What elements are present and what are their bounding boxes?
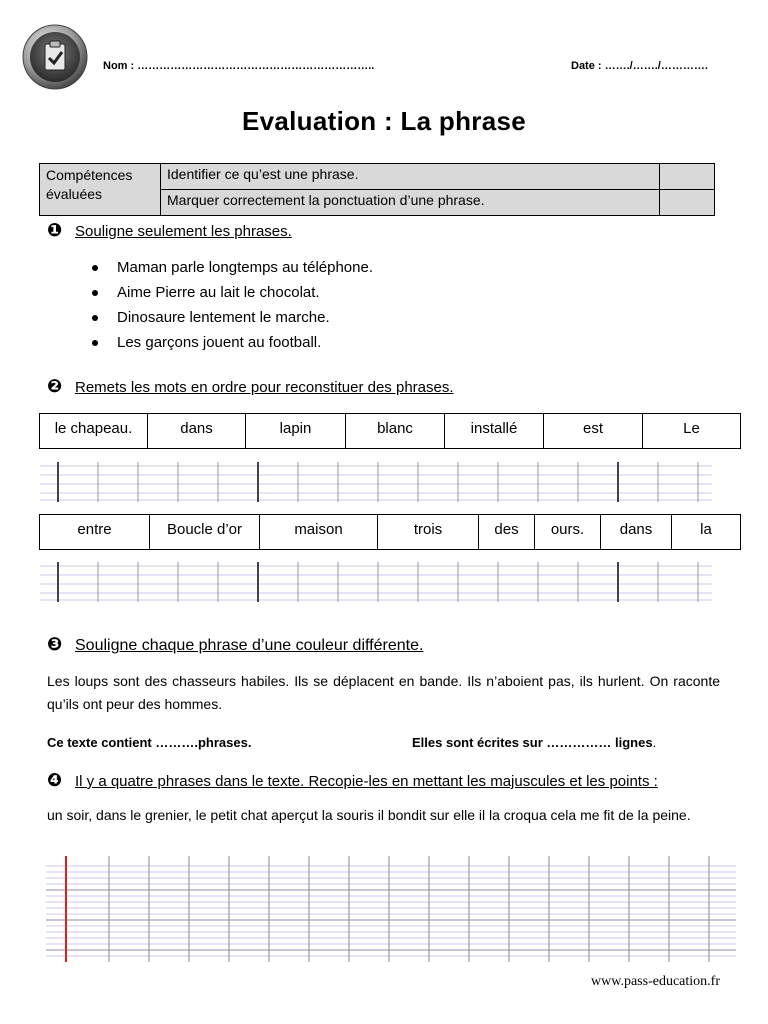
exercise4-instruction: Il y a quatre phrases dans le texte. Recopie-les en mettant les majuscules et les points :: [75, 773, 658, 790]
word-card[interactable]: installé: [445, 414, 544, 448]
exercise3-question1: Ce texte contient ……….phrases.: [47, 735, 252, 750]
exercise1-instruction: Souligne seulement les phrases.: [75, 223, 292, 240]
clipboard-logo-icon: [22, 24, 88, 90]
exercise3-number: ❸: [47, 634, 63, 654]
word-card[interactable]: ours.: [535, 515, 601, 549]
list-item: Aime Pierre au lait le chocolat.: [92, 282, 373, 307]
exercise3-instruction: Souligne chaque phrase d’une couleur différente.: [75, 637, 424, 654]
word-card[interactable]: est: [544, 414, 643, 448]
exercise3-heading: [47, 634, 423, 655]
exercise2-number: ❷: [47, 376, 63, 396]
competences-label: Compétences évaluées: [40, 164, 161, 216]
word-row-2: [39, 514, 741, 550]
name-field-label: Nom : ………………………………………………………..: [103, 60, 375, 72]
word-card[interactable]: Boucle d’or: [150, 515, 260, 549]
list-item: Dinosaure lentement le marche.: [92, 307, 373, 332]
word-card[interactable]: blanc: [346, 414, 445, 448]
evaluation-box: [660, 164, 715, 190]
word-card[interactable]: la: [700, 521, 712, 538]
exercise4-number: ❹: [47, 770, 63, 790]
word-card[interactable]: lapin: [246, 414, 346, 448]
word-card[interactable]: le chapeau.: [40, 414, 148, 448]
exercise4-heading: [47, 770, 658, 791]
word-card[interactable]: trois: [378, 515, 479, 549]
copy-writing-grid[interactable]: [46, 856, 736, 964]
competence-item: Marquer correctement la ponctuation d’une phrase.: [161, 190, 660, 216]
date-field-label: Date : ……./……./………….: [571, 60, 708, 72]
word-card[interactable]: dans: [148, 414, 246, 448]
exercise1-number: ❶: [47, 220, 63, 240]
exercise3-question2-text: Elles sont écrites sur …………… lignes: [412, 735, 653, 750]
exercise3-question2: [412, 735, 656, 750]
exercise3-text: Les loups sont des chasseurs habiles. Ils se déplacent en bande. Ils n’aboient pas, ils hurlent. On raconte qu’ils ont peur des hommes.: [47, 673, 720, 712]
writing-lines-1[interactable]: [40, 460, 712, 504]
exercise2-heading: [47, 376, 454, 397]
competences-table: [39, 163, 715, 216]
list-item: Les garçons jouent au football.: [92, 332, 373, 357]
exercise2-instruction: Remets les mots en ordre pour reconstituer des phrases.: [75, 379, 454, 396]
word-card[interactable]: Le: [683, 420, 700, 437]
word-row-1: [39, 413, 741, 449]
competence-item: Identifier ce qu’est une phrase.: [161, 164, 660, 190]
exercise3-question2-end: .: [652, 735, 657, 750]
list-item: Maman parle longtemps au téléphone.: [92, 257, 373, 282]
evaluation-box: [660, 190, 715, 216]
exercise1-heading: [47, 220, 292, 241]
word-card[interactable]: des: [479, 515, 535, 549]
exercise4-text: un soir, dans le grenier, le petit chat aperçut la souris il bondit sur elle il la croqua cela me fit de la peine.: [47, 807, 691, 823]
exercise1-list: [92, 257, 373, 357]
word-card[interactable]: dans: [601, 515, 672, 549]
word-card[interactable]: entre: [40, 515, 150, 549]
writing-lines-2[interactable]: [40, 560, 712, 604]
word-card[interactable]: maison: [260, 515, 378, 549]
page-title: Evaluation : La phrase: [241, 106, 526, 136]
footer-website: www.pass-education.fr: [591, 974, 720, 989]
